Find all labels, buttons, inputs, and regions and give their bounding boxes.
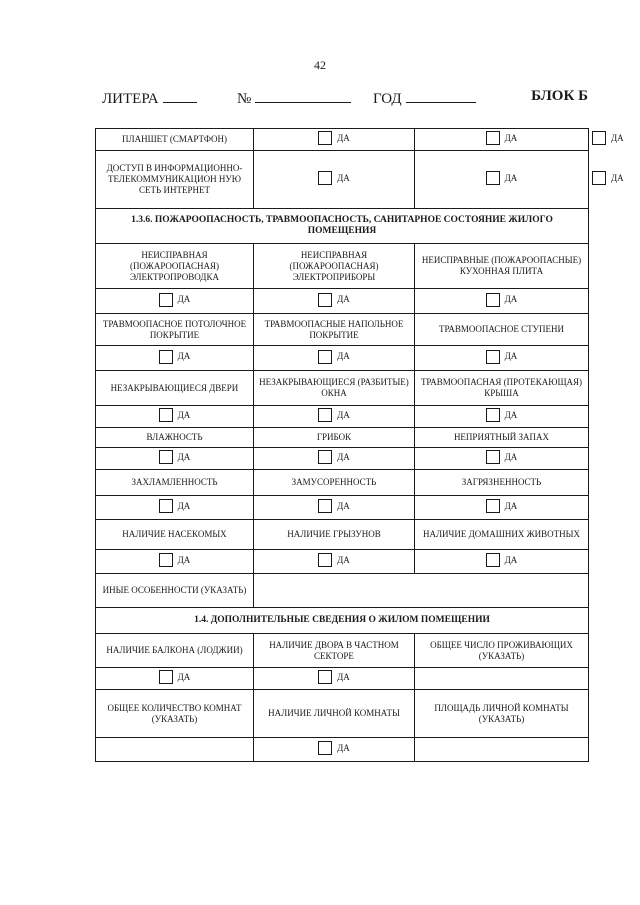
checkbox-label: ДА [504, 451, 518, 462]
checkbox-cell[interactable] [415, 496, 589, 520]
extra-label: ПЛОЩАДЬ ЛИЧНОЙ КОМНАТЫ (УКАЗАТЬ) [415, 690, 589, 738]
residents-count-input[interactable] [415, 668, 589, 690]
checkbox-label: ДА [337, 500, 350, 511]
checkbox-label: ДА [337, 451, 350, 462]
section-title-136: 1.3.6. ПОЖАРООПАСНОСТЬ, ТРАВМООПАСНОСТЬ, САНИТАРНОЕ СОСТОЯНИЕ ЖИЛОГО ПОМЕЩЕНИЯ [96, 209, 589, 244]
form-table [95, 128, 624, 762]
hazard-label: ЗАХЛАМЛЕННОСТЬ [96, 470, 254, 496]
checkbox-cell[interactable] [415, 346, 589, 371]
extra-checkbox-row [96, 738, 589, 762]
checkbox-label: ДА [337, 351, 350, 361]
checkbox-cell[interactable] [415, 448, 589, 470]
checkbox-box[interactable] [486, 350, 500, 364]
hazard-label-row [96, 520, 589, 550]
checkbox-label: ДА [504, 554, 518, 565]
extra-label: ОБЩЕЕ ЧИСЛО ПРОЖИВАЮЩИХ (УКАЗАТЬ) [415, 634, 589, 668]
checkbox-label: ДА [177, 671, 191, 682]
checkbox-cell[interactable] [254, 346, 415, 371]
hazard-label: НЕЗАКРЫВАЮЩИЕСЯ (РАЗБИТЫЕ) ОКНА [254, 371, 415, 406]
checkbox-cell[interactable] [254, 448, 415, 470]
other-features-label: ИНЫЕ ОСОБЕННОСТИ (УКАЗАТЬ) [96, 574, 254, 608]
hazard-label: ЗАМУСОРЕННОСТЬ [254, 470, 415, 496]
room-area-input[interactable] [415, 738, 589, 762]
checkbox-box[interactable] [159, 553, 173, 567]
year-label: ГОД [373, 91, 402, 107]
extra-label: ОБЩЕЕ КОЛИЧЕСТВО КОМНАТ (УКАЗАТЬ) [96, 690, 254, 738]
checkbox-label: ДА [177, 451, 191, 462]
checkbox-cell[interactable] [415, 406, 589, 428]
checkbox-label: ДА [611, 172, 624, 183]
checkbox-label: ДА [337, 742, 350, 753]
checkbox-cell[interactable] [96, 448, 254, 470]
checkbox-label: ДА [504, 500, 518, 511]
checkbox-box[interactable] [486, 171, 500, 185]
hazard-label-row [96, 314, 589, 346]
form-header [102, 88, 588, 108]
table-row [96, 151, 589, 209]
checkbox-box[interactable] [318, 499, 332, 513]
checkbox-cell[interactable] [415, 151, 589, 209]
checkbox-box[interactable] [318, 741, 332, 755]
checkbox-box[interactable] [159, 450, 173, 464]
hazard-checkbox-row [96, 448, 589, 470]
rooms-count-input[interactable] [96, 738, 254, 762]
checkbox-label: ДА [337, 671, 350, 682]
checkbox-label: ДА [611, 132, 624, 143]
checkbox-box[interactable] [159, 293, 173, 307]
checkbox-box[interactable] [592, 171, 606, 185]
checkbox-cell[interactable] [96, 406, 254, 428]
checkbox-box[interactable] [159, 408, 173, 422]
checkbox-box[interactable] [159, 350, 173, 364]
hazard-label: НЕИСПРАВНАЯ (ПОЖАРООПАСНАЯ) ЭЛЕКТРОПРИБОРЫ [254, 244, 415, 289]
checkbox-label: ДА [337, 554, 350, 565]
extra-label: НАЛИЧИЕ ДВОРА В ЧАСТНОМ СЕКТОРЕ [254, 634, 415, 668]
year-blank[interactable] [406, 88, 476, 103]
checkbox-label: ДА [337, 132, 350, 143]
hazard-label: ТРАВМООПАСНОЕ ПОТОЛОЧНОЕ ПОКРЫТИЕ [96, 314, 254, 346]
hazard-label: НЕПРИЯТНЫЙ ЗАПАХ [415, 428, 589, 448]
checkbox-cell[interactable] [254, 406, 415, 428]
hazard-label-row [96, 470, 589, 496]
checkbox-cell[interactable] [254, 289, 415, 314]
checkbox-cell[interactable] [254, 151, 415, 209]
checkbox-box[interactable] [159, 499, 173, 513]
checkbox-label: ДА [504, 351, 518, 361]
hazard-checkbox-row [96, 496, 589, 520]
checkbox-cell[interactable] [415, 289, 589, 314]
checkbox-label: ДА [504, 409, 518, 420]
section-title-14: 1.4. ДОПОЛНИТЕЛЬНЫЕ СВЕДЕНИЯ О ЖИЛОМ ПОМЕЩЕНИИ [96, 608, 589, 634]
checkbox-box[interactable] [318, 450, 332, 464]
checkbox-box[interactable] [486, 499, 500, 513]
checkbox-box[interactable] [318, 408, 332, 422]
checkbox-label: ДА [177, 500, 191, 511]
checkbox-box[interactable] [486, 450, 500, 464]
checkbox-box[interactable] [486, 553, 500, 567]
checkbox-label: ДА [504, 294, 518, 304]
hazard-label: НАЛИЧИЕ ГРЫЗУНОВ [254, 520, 415, 550]
hazard-checkbox-row [96, 289, 589, 314]
checkbox-cell[interactable] [415, 550, 589, 574]
checkbox-box[interactable] [318, 670, 332, 684]
litera-blank[interactable] [163, 88, 197, 103]
section-header [96, 608, 589, 634]
page-number: 42 [314, 58, 326, 72]
checkbox-box[interactable] [486, 293, 500, 307]
checkbox-box[interactable] [486, 131, 500, 145]
other-row [96, 574, 589, 608]
checkbox-label: ДА [177, 409, 191, 420]
hazard-label: ГРИБОК [254, 428, 415, 448]
extra-checkbox-row [96, 668, 589, 690]
year-field[interactable] [373, 88, 476, 108]
table-row [96, 129, 589, 151]
hazard-checkbox-row [96, 346, 589, 371]
other-features-input[interactable] [254, 574, 589, 608]
checkbox-cell[interactable] [254, 668, 415, 690]
number-field[interactable] [237, 88, 351, 108]
hazard-label-row [96, 371, 589, 406]
hazard-label: НЕЗАКРЫВАЮЩИЕСЯ ДВЕРИ [96, 371, 254, 406]
checkbox-cell[interactable] [96, 550, 254, 574]
checkbox-label: ДА [177, 294, 191, 304]
checkbox-box[interactable] [318, 553, 332, 567]
hazard-label: ТРАВМООПАСНОЕ СТУПЕНИ [415, 314, 589, 346]
checkbox-label: ДА [177, 554, 191, 565]
hazard-checkbox-row [96, 550, 589, 574]
checkbox-box[interactable] [592, 131, 606, 145]
checkbox-label: ДА [337, 294, 350, 304]
checkbox-cell[interactable] [254, 129, 415, 151]
number-label: № [237, 91, 252, 107]
checkbox-label: ДА [337, 172, 350, 183]
extra-label: НАЛИЧИЕ ЛИЧНОЙ КОМНАТЫ [254, 690, 415, 738]
litera-field[interactable] [102, 88, 197, 108]
hazard-label: НЕИСПРАВНЫЕ (ПОЖАРООПАСНЫЕ) КУХОННАЯ ПЛИТА [415, 244, 589, 289]
checkbox-label: ДА [177, 351, 191, 361]
checkbox-box[interactable] [318, 293, 332, 307]
checkbox-cell[interactable] [254, 738, 415, 762]
section-header [96, 209, 589, 244]
extra-label-row [96, 634, 589, 668]
hazard-label: ТРАВМООПАСНАЯ (ПРОТЕКАЮЩАЯ) КРЫША [415, 371, 589, 406]
checkbox-cell[interactable] [96, 668, 254, 690]
extra-label-row [96, 690, 589, 738]
checkbox-cell[interactable] [254, 496, 415, 520]
hazard-label-row [96, 244, 589, 289]
checkbox-cell[interactable] [96, 289, 254, 314]
checkbox-box[interactable] [486, 408, 500, 422]
checkbox-box[interactable] [318, 171, 332, 185]
checkbox-box[interactable] [159, 670, 173, 684]
checkbox-label: ДА [504, 132, 518, 143]
hazard-label-row [96, 428, 589, 448]
row-label: ДОСТУП В ИНФОРМАЦИОННО-ТЕЛЕКОММУНИКАЦИОН НУЮ СЕТЬ ИНТЕРНЕТ [96, 151, 254, 209]
checkbox-label: ДА [337, 409, 350, 420]
checkbox-box[interactable] [318, 131, 332, 145]
hazard-label: НАЛИЧИЕ ДОМАШНИХ ЖИВОТНЫХ [415, 520, 589, 550]
row-label: ПЛАНШЕТ (СМАРТФОН) [96, 129, 254, 151]
hazard-label: ЗАГРЯЗНЕННОСТЬ [415, 470, 589, 496]
checkbox-cell[interactable] [96, 346, 254, 371]
checkbox-label: ДА [504, 172, 518, 183]
hazard-label: ВЛАЖНОСТЬ [96, 428, 254, 448]
extra-label: НАЛИЧИЕ БАЛКОНА (ЛОДЖИИ) [96, 634, 254, 668]
hazard-label: ТРАВМООПАСНЫЕ НАПОЛЬНОЕ ПОКРЫТИЕ [254, 314, 415, 346]
number-blank[interactable] [255, 88, 351, 103]
hazard-label: НЕИСПРАВНАЯ (ПОЖАРООПАСНАЯ) ЭЛЕКТРОПРОВОДКА [96, 244, 254, 289]
hazard-label: НАЛИЧИЕ НАСЕКОМЫХ [96, 520, 254, 550]
checkbox-box[interactable] [318, 350, 332, 364]
checkbox-cell[interactable] [254, 550, 415, 574]
checkbox-cell[interactable] [415, 129, 589, 151]
hazard-checkbox-row [96, 406, 589, 428]
block-label: БЛОК Б [531, 88, 588, 104]
checkbox-cell[interactable] [96, 496, 254, 520]
litera-label: ЛИТЕРА [102, 91, 159, 107]
